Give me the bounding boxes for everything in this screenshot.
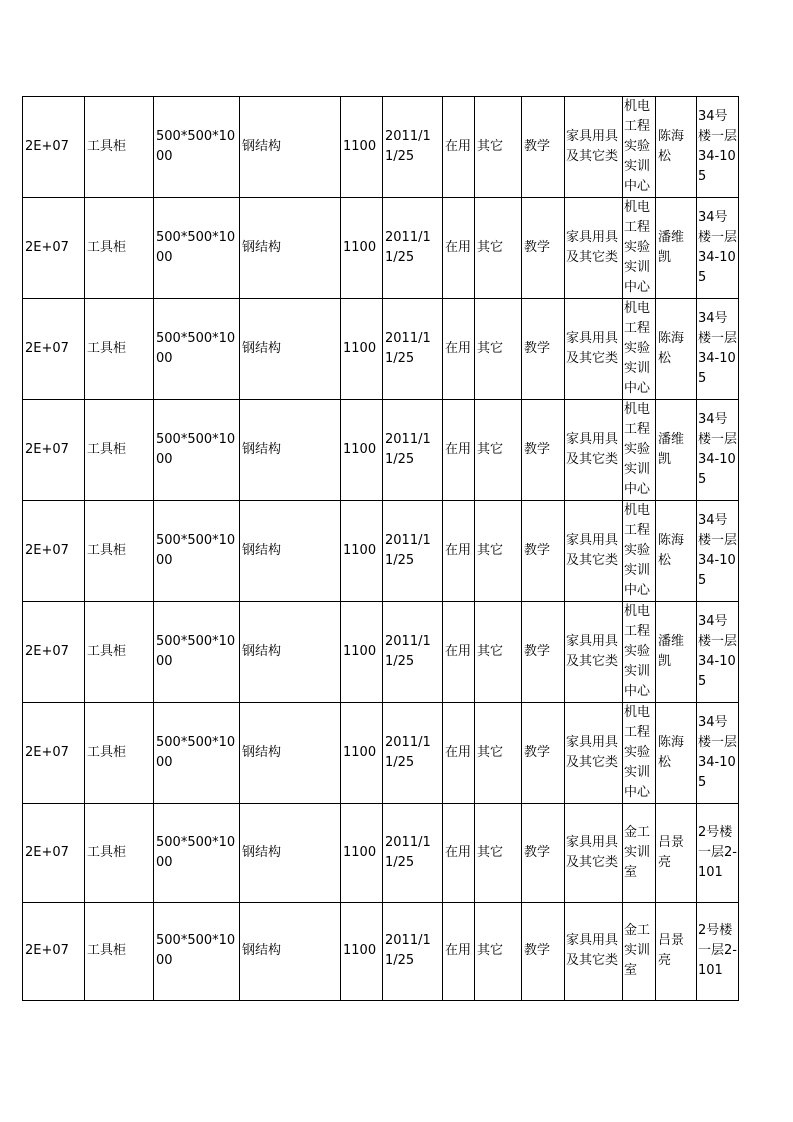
asset-code-cell: 2E+07 <box>23 97 85 198</box>
location-cell: 34号楼一层34-105 <box>697 198 739 299</box>
asset-name-cell: 工具柜 <box>85 501 154 602</box>
status-cell: 在用 <box>443 501 475 602</box>
spec-cell: 500*500*1000 <box>154 299 240 400</box>
usage-cell: 教学 <box>522 804 565 903</box>
location-cell: 2号楼一层2-101 <box>697 804 739 903</box>
asset-code-cell: 2E+07 <box>23 299 85 400</box>
custodian-cell: 陈海松 <box>656 501 697 602</box>
source-cell: 其它 <box>475 804 522 903</box>
usage-cell: 教学 <box>522 703 565 804</box>
asset-name-cell: 工具柜 <box>85 804 154 903</box>
asset-code-cell: 2E+07 <box>23 198 85 299</box>
asset-name-cell: 工具柜 <box>85 299 154 400</box>
source-cell: 其它 <box>475 602 522 703</box>
asset-name-cell: 工具柜 <box>85 400 154 501</box>
date-cell: 2011/11/25 <box>383 703 443 804</box>
table-row <box>23 804 739 903</box>
material-cell: 钢结构 <box>240 804 341 903</box>
location-cell: 34号楼一层34-105 <box>697 501 739 602</box>
custodian-cell: 潘维凯 <box>656 198 697 299</box>
category-cell: 家具用具及其它类 <box>565 400 623 501</box>
custodian-cell: 吕景亮 <box>656 902 697 1001</box>
date-cell: 2011/11/25 <box>383 602 443 703</box>
department-cell: 机电工程实验实训中心 <box>623 400 656 501</box>
usage-cell: 教学 <box>522 198 565 299</box>
spec-cell: 500*500*1000 <box>154 804 240 903</box>
location-cell: 34号楼一层34-105 <box>697 299 739 400</box>
spec-cell: 500*500*1000 <box>154 198 240 299</box>
table-row <box>23 400 739 501</box>
spec-cell: 500*500*1000 <box>154 703 240 804</box>
source-cell: 其它 <box>475 501 522 602</box>
material-cell: 钢结构 <box>240 97 341 198</box>
location-cell: 34号楼一层34-105 <box>697 400 739 501</box>
source-cell: 其它 <box>475 400 522 501</box>
material-cell: 钢结构 <box>240 198 341 299</box>
table-row <box>23 97 739 198</box>
status-cell: 在用 <box>443 804 475 903</box>
custodian-cell: 吕景亮 <box>656 804 697 903</box>
table-row <box>23 501 739 602</box>
material-cell: 钢结构 <box>240 400 341 501</box>
usage-cell: 教学 <box>522 902 565 1001</box>
asset-code-cell: 2E+07 <box>23 902 85 1001</box>
table-body <box>23 97 739 1001</box>
department-cell: 机电工程实验实训中心 <box>623 501 656 602</box>
spec-cell: 500*500*1000 <box>154 602 240 703</box>
department-cell: 机电工程实验实训中心 <box>623 97 656 198</box>
custodian-cell: 陈海松 <box>656 703 697 804</box>
price-cell: 1100 <box>341 602 383 703</box>
department-cell: 机电工程实验实训中心 <box>623 198 656 299</box>
table-row <box>23 198 739 299</box>
material-cell: 钢结构 <box>240 501 341 602</box>
spec-cell: 500*500*1000 <box>154 400 240 501</box>
category-cell: 家具用具及其它类 <box>565 902 623 1001</box>
price-cell: 1100 <box>341 501 383 602</box>
table-row <box>23 602 739 703</box>
department-cell: 金工实训室 <box>623 804 656 903</box>
asset-name-cell: 工具柜 <box>85 97 154 198</box>
status-cell: 在用 <box>443 97 475 198</box>
source-cell: 其它 <box>475 703 522 804</box>
date-cell: 2011/11/25 <box>383 198 443 299</box>
price-cell: 1100 <box>341 400 383 501</box>
usage-cell: 教学 <box>522 501 565 602</box>
department-cell: 机电工程实验实训中心 <box>623 602 656 703</box>
asset-table <box>22 96 739 1001</box>
date-cell: 2011/11/25 <box>383 501 443 602</box>
category-cell: 家具用具及其它类 <box>565 299 623 400</box>
category-cell: 家具用具及其它类 <box>565 804 623 903</box>
material-cell: 钢结构 <box>240 602 341 703</box>
status-cell: 在用 <box>443 902 475 1001</box>
price-cell: 1100 <box>341 703 383 804</box>
spec-cell: 500*500*1000 <box>154 97 240 198</box>
price-cell: 1100 <box>341 804 383 903</box>
material-cell: 钢结构 <box>240 299 341 400</box>
material-cell: 钢结构 <box>240 902 341 1001</box>
category-cell: 家具用具及其它类 <box>565 501 623 602</box>
source-cell: 其它 <box>475 299 522 400</box>
date-cell: 2011/11/25 <box>383 299 443 400</box>
usage-cell: 教学 <box>522 400 565 501</box>
date-cell: 2011/11/25 <box>383 400 443 501</box>
date-cell: 2011/11/25 <box>383 902 443 1001</box>
location-cell: 34号楼一层34-105 <box>697 602 739 703</box>
custodian-cell: 潘维凯 <box>656 602 697 703</box>
usage-cell: 教学 <box>522 97 565 198</box>
asset-code-cell: 2E+07 <box>23 602 85 703</box>
usage-cell: 教学 <box>522 299 565 400</box>
asset-name-cell: 工具柜 <box>85 198 154 299</box>
table-row <box>23 902 739 1001</box>
category-cell: 家具用具及其它类 <box>565 703 623 804</box>
price-cell: 1100 <box>341 198 383 299</box>
spec-cell: 500*500*1000 <box>154 501 240 602</box>
source-cell: 其它 <box>475 97 522 198</box>
price-cell: 1100 <box>341 299 383 400</box>
location-cell: 34号楼一层34-105 <box>697 97 739 198</box>
location-cell: 2号楼一层2-101 <box>697 902 739 1001</box>
status-cell: 在用 <box>443 602 475 703</box>
status-cell: 在用 <box>443 198 475 299</box>
custodian-cell: 陈海松 <box>656 97 697 198</box>
spec-cell: 500*500*1000 <box>154 902 240 1001</box>
asset-code-cell: 2E+07 <box>23 703 85 804</box>
table-row <box>23 299 739 400</box>
custodian-cell: 潘维凯 <box>656 400 697 501</box>
department-cell: 金工实训室 <box>623 902 656 1001</box>
asset-code-cell: 2E+07 <box>23 804 85 903</box>
category-cell: 家具用具及其它类 <box>565 602 623 703</box>
price-cell: 1100 <box>341 902 383 1001</box>
asset-code-cell: 2E+07 <box>23 400 85 501</box>
asset-name-cell: 工具柜 <box>85 602 154 703</box>
department-cell: 机电工程实验实训中心 <box>623 703 656 804</box>
department-cell: 机电工程实验实训中心 <box>623 299 656 400</box>
price-cell: 1100 <box>341 97 383 198</box>
status-cell: 在用 <box>443 299 475 400</box>
asset-code-cell: 2E+07 <box>23 501 85 602</box>
source-cell: 其它 <box>475 902 522 1001</box>
date-cell: 2011/11/25 <box>383 804 443 903</box>
status-cell: 在用 <box>443 703 475 804</box>
category-cell: 家具用具及其它类 <box>565 198 623 299</box>
status-cell: 在用 <box>443 400 475 501</box>
asset-name-cell: 工具柜 <box>85 902 154 1001</box>
usage-cell: 教学 <box>522 602 565 703</box>
custodian-cell: 陈海松 <box>656 299 697 400</box>
location-cell: 34号楼一层34-105 <box>697 703 739 804</box>
source-cell: 其它 <box>475 198 522 299</box>
date-cell: 2011/11/25 <box>383 97 443 198</box>
table-row <box>23 703 739 804</box>
asset-name-cell: 工具柜 <box>85 703 154 804</box>
category-cell: 家具用具及其它类 <box>565 97 623 198</box>
material-cell: 钢结构 <box>240 703 341 804</box>
